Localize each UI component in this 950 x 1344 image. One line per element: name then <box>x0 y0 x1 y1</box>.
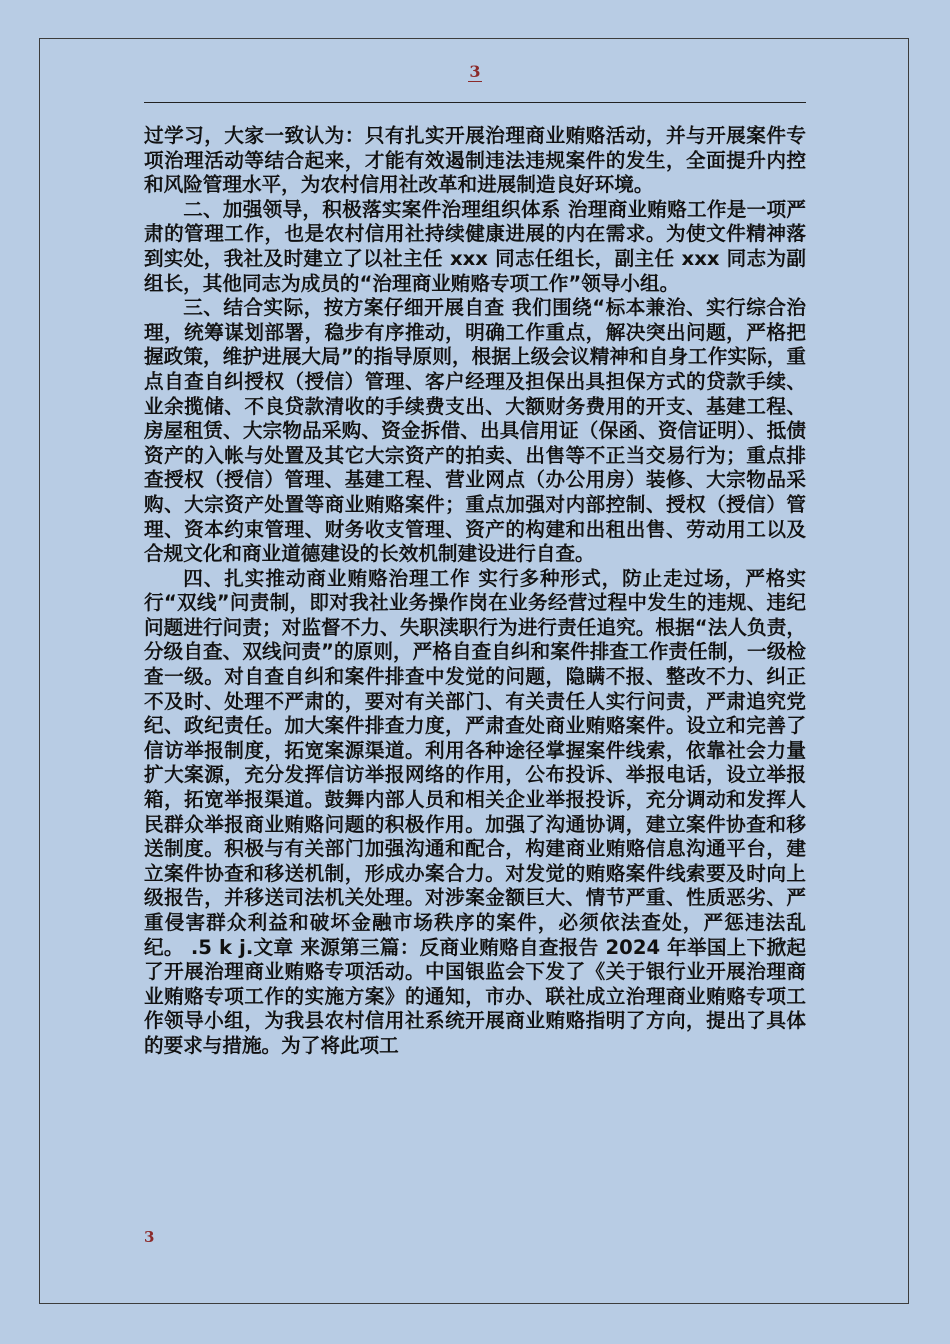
footer-page-number: 3 <box>144 1228 155 1246</box>
paragraph-4: 四、扎实推动商业贿赂治理工作 实行多种形式，防止走过场，严格实行“双线”问责制，即对我社业务操作岗在业务经营过程中发生的违规、违纪问题进行问责；对监督不力、失职渎职行为进行责任追究。根据“法人负责，分级自查、双线问责”的原则，严格自查自纠和案件排查工作责任制，一级检查一级。对自查自纠和案件排查中发觉的问题，隐瞒不报、整改不力、纠正不及时、处理不严肃的，要对有关部门、有关责任人实行问责，严肃追究党纪、政纪责任。加大案件排查力度，严肃查处商业贿赂案件。设立和完善了信访举报制度，拓宽案源渠道。利用各种途径掌握案件线索，依靠社会力量扩大案源，充分发挥信访举报网络的作用，公布投诉、举报电话，设立举报箱，拓宽举报渠道。鼓舞内部人员和相关企业举报投诉，充分调动和发挥人民群众举报商业贿赂问题的积极作用。加强了沟通协调，建立案件协查和移送制度。积极与有关部门加强沟通和配合，构建商业贿赂信息沟通平台，建立案件协查和移送机制，形成办案合力。对发觉的贿赂案件线索要及时向上级报告，并移送司法机关处理。对涉案金额巨大、情节严重、性质恶劣、严重侵害群众利益和破坏金融市场秩序的案件，必须依法查处，严惩违法乱纪。 .5 k j.文章 来源第三篇：反商业贿赂自查报告 2024 年举国上下掀起了开展治理商业贿赂专项活动。中国银监会下发了《关于银行业开展治理商业贿赂专项工作的实施方案》的通知，市办、联社成立治理商业贿赂专项工作领导小组，为我县农村信用社系统开展商业贿赂指明了方向，提出了具体的要求与措施。为了将此项工 <box>144 566 806 1057</box>
paragraph-3: 三、结合实际，按方案仔细开展自查 我们围绕“标本兼治、实行综合治理，统筹谋划部署，稳步有序推动，明确工作重点，解决突出问题，严格把握政策，维护进展大局”的指导原则，根据上级会议精神和自身工作实际，重点自查自纠授权（授信）管理、客户经理及担保出具担保方式的贷款手续、业余揽储、不良贷款清收的手续费支出、大额财务费用的开支、基建工程、房屋租赁、大宗物品采购、资金拆借、出具信用证（保函、资信证明）、抵债资产的入帐与处置及其它大宗资产的拍卖、出售等不正当交易行为；重点排查授权（授信）管理、基建工程、营业网点（办公用房）装修、大宗物品采购、大宗资产处置等商业贿赂案件；重点加强对内部控制、授权（授信）管理、资本约束管理、财务收支管理、资产的构建和出租出售、劳动用工以及合规文化和商业道德建设的长效机制建设进行自查。 <box>144 296 806 566</box>
header-page-number-text: 3 <box>469 62 481 81</box>
header-page-number <box>0 62 950 82</box>
header-rule <box>144 102 806 103</box>
document-body <box>144 124 806 1059</box>
paragraph-1: 过学习，大家一致认为：只有扎实开展治理商业贿赂活动，并与开展案件专项治理活动等结合起来，才能有效遏制违法违规案件的发生，全面提升内控和风险管理水平，为农村信用社改革和进展制造良好环境。 <box>144 124 806 197</box>
paragraph-2: 二、加强领导，积极落实案件治理组织体系 治理商业贿赂工作是一项严肃的管理工作，也是农村信用社持续健康进展的内在需求。为使文件精神落到实处，我社及时建立了以社主任 xxx 同志任组长，副主任 xxx 同志为副组长，其他同志为成员的“治理商业贿赂专项工作”领导小组。 <box>144 197 806 295</box>
